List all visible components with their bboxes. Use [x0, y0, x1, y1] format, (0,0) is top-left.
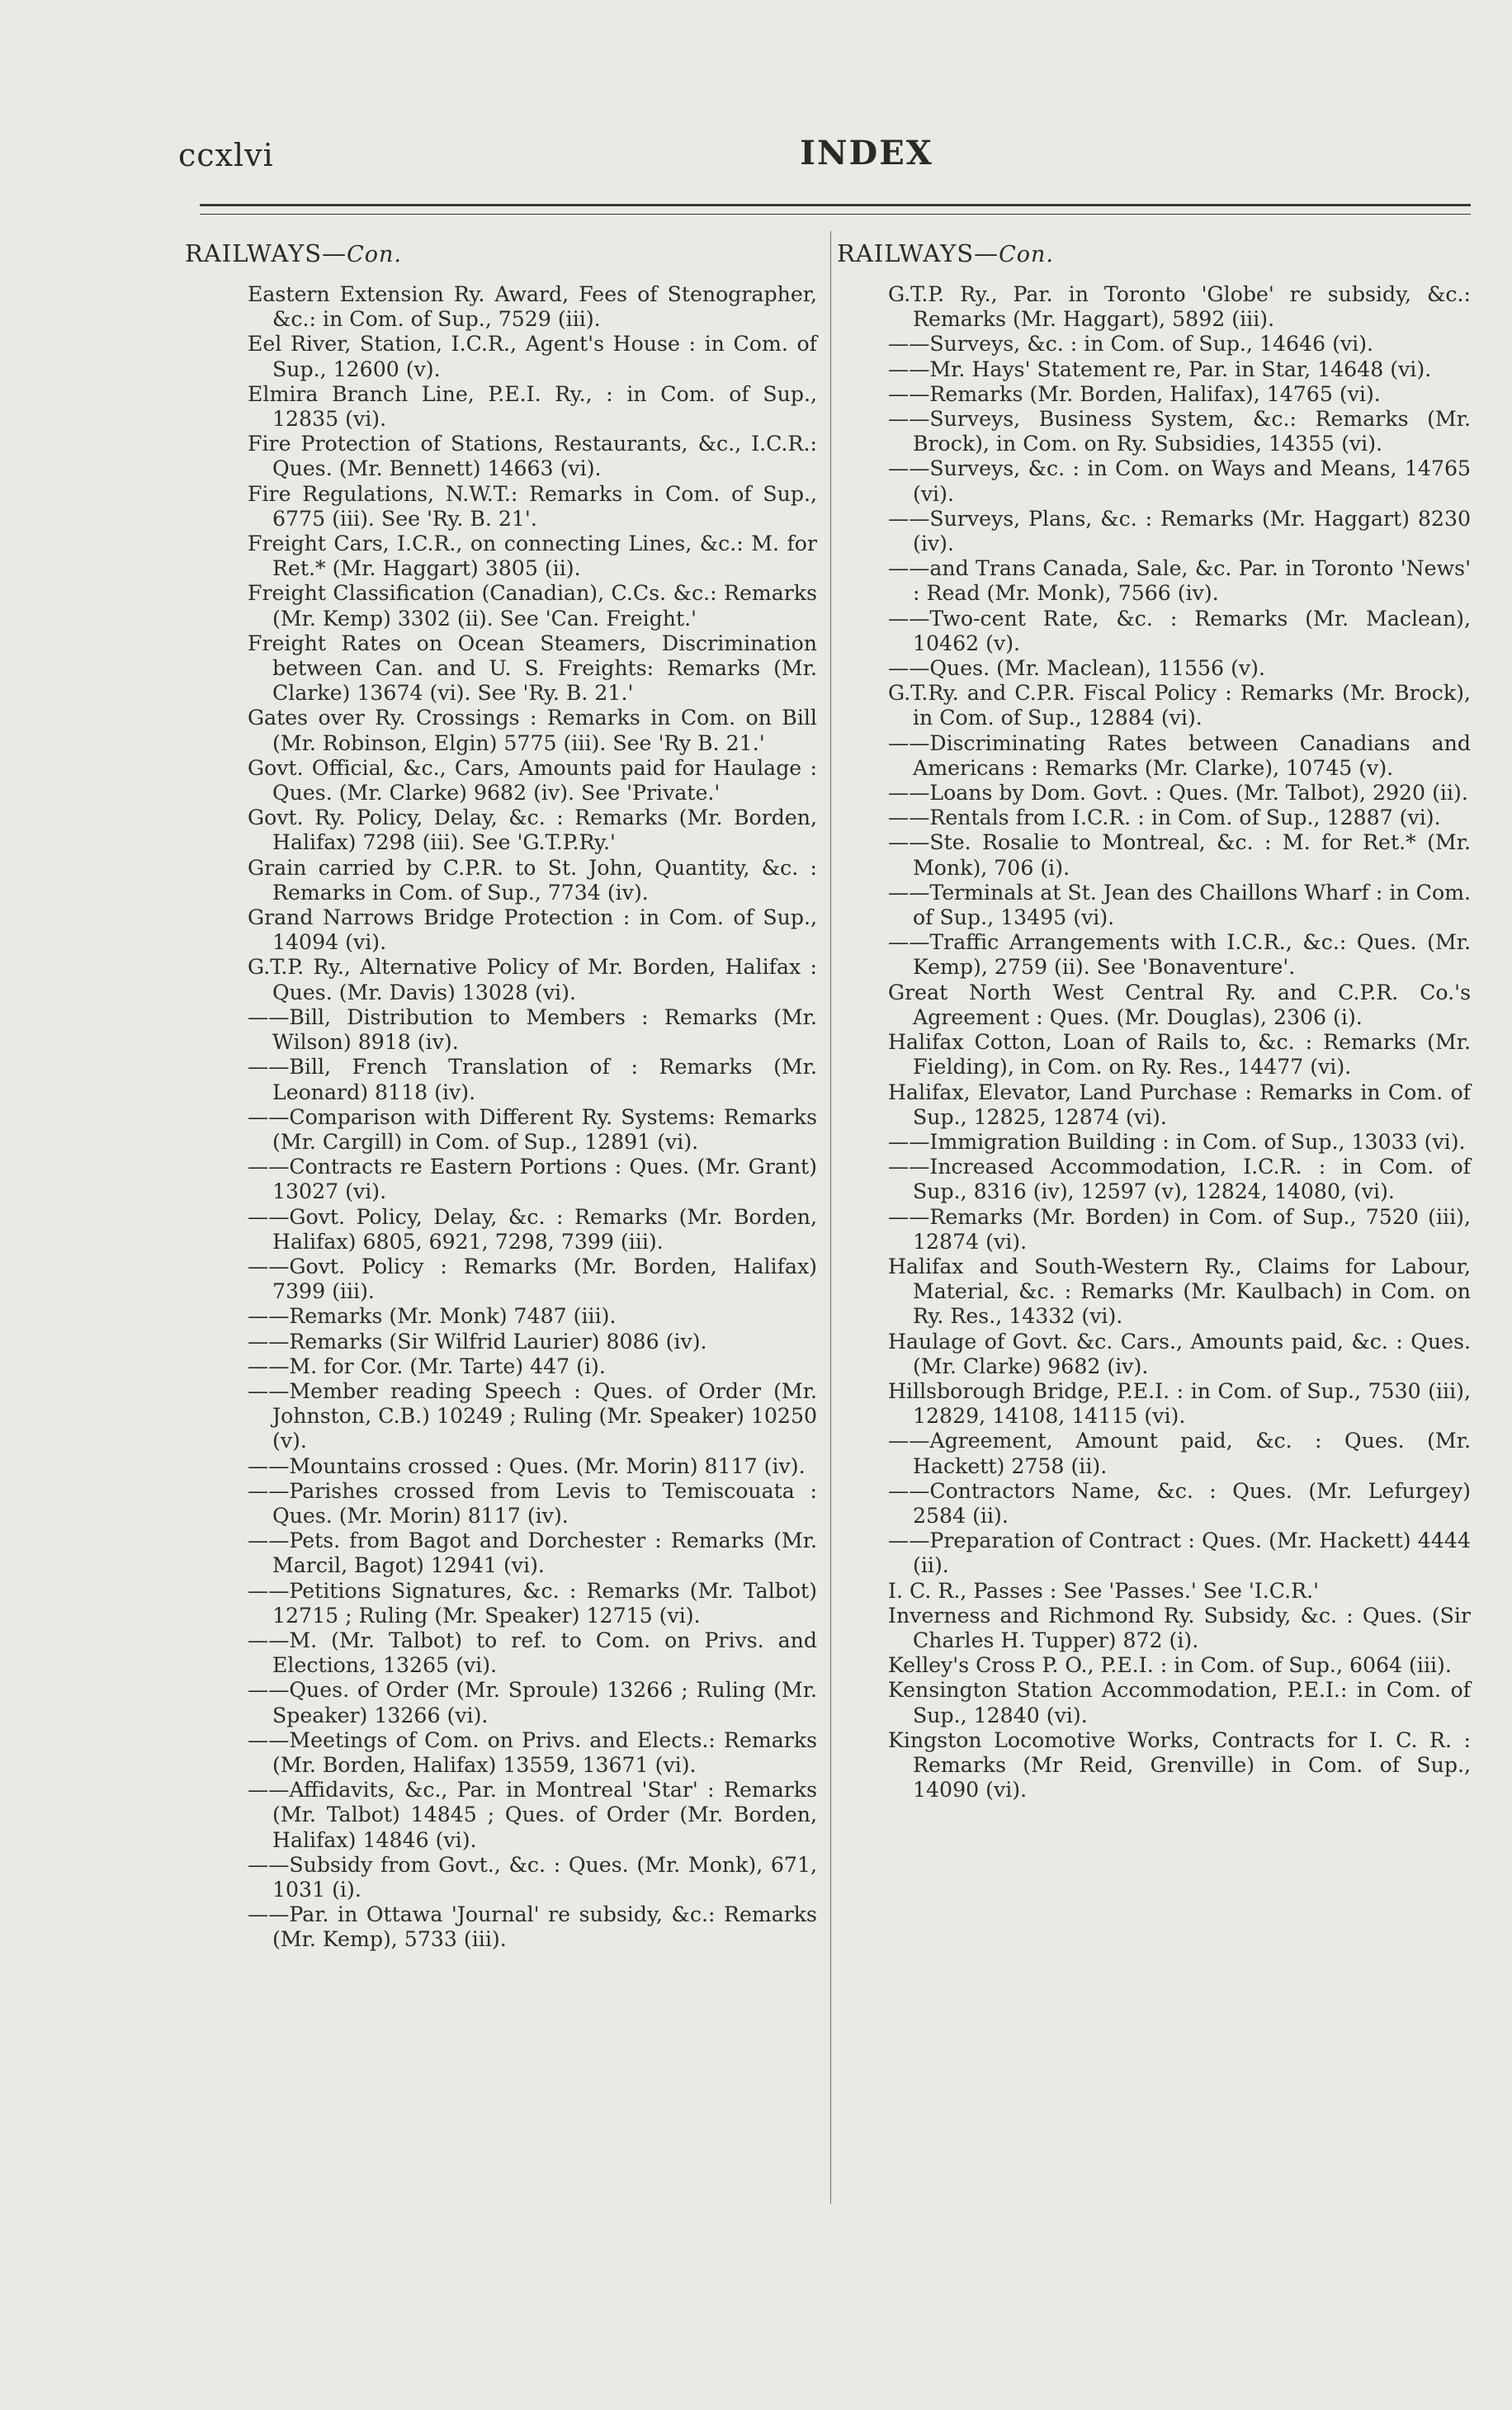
index-entry: Gates over Ry. Crossings : Remarks in Com. on Bill (Mr. Robinson, Elgin) 5775 (iii). See 'Ry B. 21.'	[248, 706, 817, 755]
index-entry: ——Remarks (Mr. Monk) 7487 (iii).	[248, 1304, 617, 1329]
index-entry: ——Meetings of Com. on Privs. and Elects.: Remarks (Mr. Borden, Halifax) 13559, 13671 (vi).	[248, 1727, 817, 1777]
index-entry: ——Subsidy from Govt., &c. : Ques. (Mr. Monk), 671, 1031 (i).	[248, 1852, 817, 1902]
index-entry: ——Immigration Building : in Com. of Sup., 13033 (vi).	[888, 1129, 1466, 1154]
index-entry: ——Pets. from Bagot and Dorchester : Remarks (Mr. Marcil, Bagot) 12941 (vi).	[248, 1529, 817, 1578]
index-entry: Fire Regulations, N.W.T.: Remarks in Com. of Sup., 6775 (iii). See 'Ry. B. 21'.	[248, 481, 817, 531]
index-entry: ——Surveys, Business System, &c.: Remarks (Mr. Brock), in Com. on Ry. Subsidies, 14355 (vi).	[888, 407, 1471, 456]
index-entry: Inverness and Richmond Ry. Subsidy, &c. : Ques. (Sir Charles H. Tupper) 872 (i).	[888, 1603, 1471, 1652]
index-entry: Hillsborough Bridge, P.E.I. : in Com. of Sup., 7530 (iii), 12829, 14108, 14115 (vi).	[888, 1378, 1471, 1429]
index-entry: Govt. Ry. Policy, Delay, &c. : Remarks (Mr. Borden, Halifax) 7298 (iii). See 'G.T.P.Ry.'	[248, 806, 817, 855]
index-entry: ——Petitions Signatures, &c. : Remarks (Mr. Talbot) 12715 ; Ruling (Mr. Speaker) 12715 (vi).	[248, 1578, 817, 1628]
index-entry: Fire Protection of Stations, Restaurants, &c., I.C.R.: Ques. (Mr. Bennett) 14663 (vi).	[248, 432, 817, 481]
header-rule-thin	[200, 214, 1471, 215]
index-entry: Great North West Central Ry. and C.P.R. Co.'s Agreement : Ques. (Mr. Douglas), 2306 (i).	[888, 980, 1471, 1029]
index-entry: ——Discriminating Rates between Canadians and Americans : Remarks (Mr. Clarke), 10745 (v).	[888, 730, 1471, 780]
index-entry: ——Two-cent Rate, &c. : Remarks (Mr. Maclean), 10462 (v).	[888, 606, 1471, 655]
right-entry-list	[835, 282, 1471, 1803]
index-entry: I. C. R., Passes : See 'Passes.' See 'I.C.R.'	[888, 1578, 1320, 1603]
index-entry: ——Traffic Arrangements with I.C.R., &c.: Ques. (Mr. Kemp), 2759 (ii). See 'Bonaventure'.	[888, 930, 1471, 980]
index-entry: ——Ques. of Order (Mr. Sproule) 13266 ; Ruling (Mr. Speaker) 13266 (vi).	[248, 1678, 817, 1727]
index-entry: ——Increased Accommodation, I.C.R. : in Com. of Sup., 8316 (iv), 12597 (v), 12824, 14080, (vi).	[888, 1155, 1471, 1204]
index-entry: ——Affidavits, &c., Par. in Montreal 'Star' : Remarks (Mr. Talbot) 14845 ; Ques. of Order (Mr. Borden, Halifax) 14846 (vi).	[248, 1778, 817, 1852]
index-entry: ——Govt. Policy : Remarks (Mr. Borden, Halifax) 7399 (iii).	[248, 1254, 817, 1304]
page-title: INDEX	[800, 134, 933, 172]
index-entry: ——Remarks (Sir Wilfrid Laurier) 8086 (iv).	[248, 1329, 707, 1354]
index-entry: Kensington Station Accommodation, P.E.I.: in Com. of Sup., 12840 (vi).	[888, 1678, 1471, 1727]
index-entry: ——Bill, Distribution to Members : Remarks (Mr. Wilson) 8918 (iv).	[248, 1004, 817, 1055]
index-entry: ——Par. in Ottawa 'Journal' re subsidy, &c.: Remarks (Mr. Kemp), 5733 (iii).	[248, 1902, 817, 1952]
index-entry: ——and Trans Canada, Sale, &c. Par. in Toronto 'News' : Read (Mr. Monk), 7566 (iv).	[888, 556, 1471, 606]
index-entry: G.T.P. Ry., Alternative Policy of Mr. Borden, Halifax : Ques. (Mr. Davis) 13028 (vi).	[248, 955, 817, 1004]
index-entry: Freight Rates on Ocean Steamers, Discrimination between Can. and U. S. Freights: Remarks (Mr. Clarke) 13674 (vi). See 'Ry. B. 21.'	[248, 631, 817, 706]
index-entry: Eastern Extension Ry. Award, Fees of Stenographer, &c.: in Com. of Sup., 7529 (iii).	[248, 282, 817, 332]
index-entry: ——Surveys, &c. : in Com. on Ways and Means, 14765 (vi).	[888, 456, 1471, 506]
index-entry: Elmira Branch Line, P.E.I. Ry., : in Com. of Sup., 12835 (vi).	[248, 381, 817, 432]
right-column	[835, 239, 1471, 1803]
left-entry-list	[183, 282, 817, 1953]
index-entry: ——Member reading Speech : Ques. of Order (Mr. Johnston, C.B.) 10249 ; Ruling (Mr. Speaker) 10250 (v).	[248, 1378, 817, 1453]
index-entry: G.T.P. Ry., Par. in Toronto 'Globe' re subsidy, &c.: Remarks (Mr. Haggart), 5892 (iii).	[888, 282, 1471, 332]
index-entry: Halifax and South-Western Ry., Claims for Labour, Material, &c. : Remarks (Mr. Kaulbach) in Com. on Ry. Res., 14332 (vi).	[888, 1254, 1471, 1329]
index-entry: Grand Narrows Bridge Protection : in Com. of Sup., 14094 (vi).	[248, 905, 817, 955]
column-divider	[830, 231, 831, 2204]
index-entry: ——Parishes crossed from Levis to Temiscouata : Ques. (Mr. Morin) 8117 (iv).	[248, 1478, 817, 1528]
index-entry: ——Bill, French Translation of : Remarks (Mr. Leonard) 8118 (iv).	[248, 1055, 817, 1104]
header-rule-thick	[200, 204, 1471, 206]
index-entry: ——Rentals from I.C.R. : in Com. of Sup., 12887 (vi).	[888, 806, 1441, 830]
left-column-heading: RAILWAYS—Con.	[185, 239, 403, 267]
index-entry: ——Surveys, &c. : in Com. of Sup., 14646 (vi).	[888, 332, 1374, 357]
index-entry: Govt. Official, &c., Cars, Amounts paid for Haulage : Ques. (Mr. Clarke) 9682 (iv). See 'Private.'	[248, 755, 817, 806]
index-entry: ——Contractors Name, &c. : Ques. (Mr. Lefurgey) 2584 (ii).	[888, 1478, 1471, 1528]
index-entry: ——Ste. Rosalie to Montreal, &c. : M. for Ret.* (Mr. Monk), 706 (i).	[888, 830, 1471, 880]
index-entry: ——Mountains crossed : Ques. (Mr. Morin) 8117 (iv).	[248, 1453, 806, 1478]
index-entry: ——Govt. Policy, Delay, &c. : Remarks (Mr. Borden, Halifax) 6805, 6921, 7298, 7399 (iii).	[248, 1204, 817, 1254]
index-entry: ——Contracts re Eastern Portions : Ques. (Mr. Grant) 13027 (vi).	[248, 1155, 817, 1204]
index-entry: Halifax Cotton, Loan of Rails to, &c. : Remarks (Mr. Fielding), in Com. on Ry. Res., 14477 (vi).	[888, 1030, 1471, 1080]
index-entry: ——Comparison with Different Ry. Systems: Remarks (Mr. Cargill) in Com. of Sup., 12891 (vi).	[248, 1104, 817, 1154]
index-entry: ——M. for Cor. (Mr. Tarte) 447 (i).	[248, 1354, 606, 1378]
index-entry: Eel River, Station, I.C.R., Agent's House : in Com. of Sup., 12600 (v).	[248, 332, 817, 381]
index-entry: ——Surveys, Plans, &c. : Remarks (Mr. Haggart) 8230 (iv).	[888, 506, 1471, 556]
index-entry: ——Loans by Dom. Govt. : Ques. (Mr. Talbot), 2920 (ii).	[888, 781, 1468, 806]
index-entry: ——Terminals at St. Jean des Chaillons Wharf : in Com. of Sup., 13495 (vi).	[888, 880, 1471, 930]
index-entry: ——Preparation of Contract : Ques. (Mr. Hackett) 4444 (ii).	[888, 1529, 1471, 1578]
index-entry: Kingston Locomotive Works, Contracts for I. C. R. : Remarks (Mr Reid, Grenville) in Com. of Sup., 14090 (vi).	[888, 1727, 1471, 1803]
index-entry: ——Mr. Hays' Statement re, Par. in Star, 14648 (vi).	[888, 357, 1432, 381]
index-entry: Freight Classification (Canadian), C.Cs. &c.: Remarks (Mr. Kemp) 3302 (ii). See 'Can. Freight.'	[248, 581, 817, 631]
index-entry: G.T.Ry. and C.P.R. Fiscal Policy : Remarks (Mr. Brock), in Com. of Sup., 12884 (vi).	[888, 681, 1471, 730]
left-column	[183, 239, 817, 1953]
index-entry: ——Remarks (Mr. Borden) in Com. of Sup., 7520 (iii), 12874 (vi).	[888, 1204, 1471, 1254]
index-entry: Kelley's Cross P. O., P.E.I. : in Com. of Sup., 6064 (iii).	[888, 1653, 1452, 1678]
index-entry: Freight Cars, I.C.R., on connecting Lines, &c.: M. for Ret.* (Mr. Haggart) 3805 (ii).	[248, 532, 817, 581]
index-entry: Halifax, Elevator, Land Purchase : Remarks in Com. of Sup., 12825, 12874 (vi).	[888, 1080, 1471, 1129]
index-entry: Haulage of Govt. &c. Cars., Amounts paid, &c. : Ques. (Mr. Clarke) 9682 (iv).	[888, 1329, 1471, 1378]
page-number: ccxlvi	[178, 137, 274, 173]
index-entry: ——Remarks (Mr. Borden, Halifax), 14765 (vi).	[888, 381, 1381, 406]
index-entry: Grain carried by C.P.R. to St. John, Quantity, &c. : Remarks in Com. of Sup., 7734 (iv).	[248, 855, 817, 905]
index-entry: ——M. (Mr. Talbot) to ref. to Com. on Privs. and Elections, 13265 (vi).	[248, 1628, 817, 1678]
right-column-heading: RAILWAYS—Con.	[837, 239, 1055, 267]
index-entry: ——Ques. (Mr. Maclean), 11556 (v).	[888, 656, 1265, 681]
index-entry: ——Agreement, Amount paid, &c. : Ques. (Mr. Hackett) 2758 (ii).	[888, 1429, 1471, 1478]
